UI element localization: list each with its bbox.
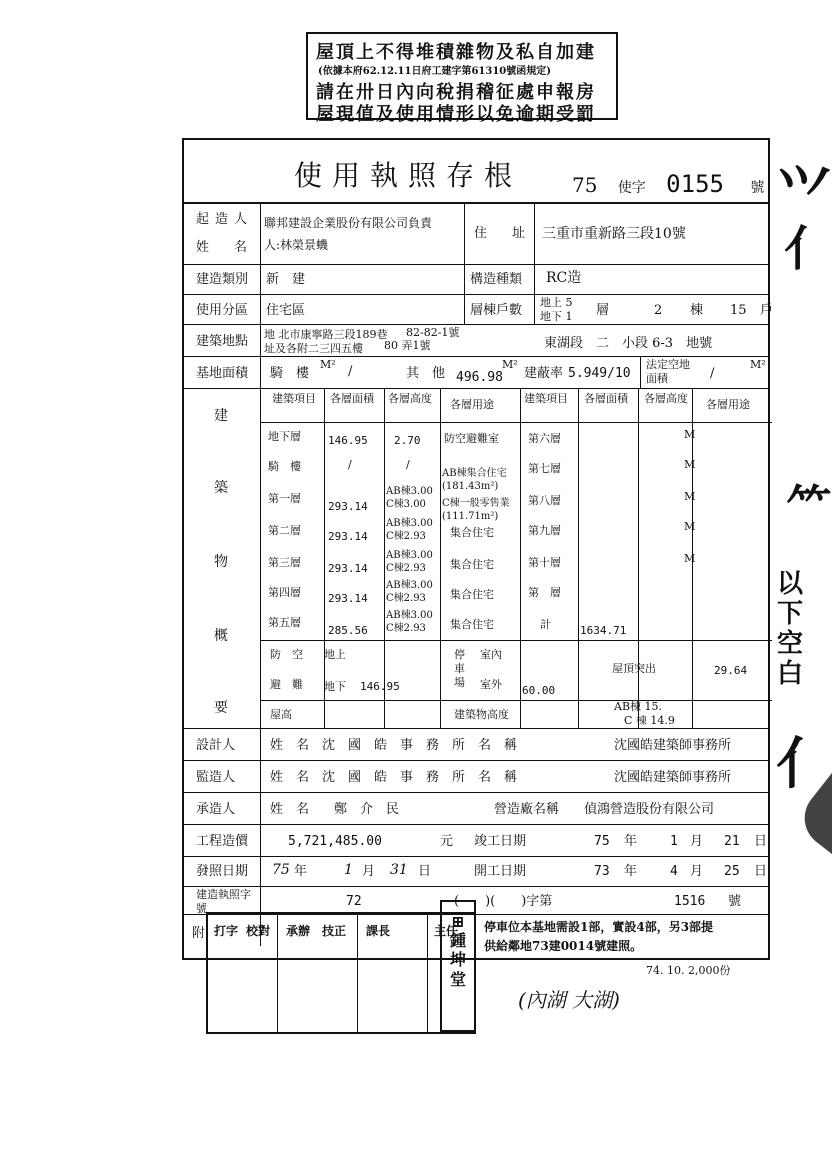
floors-above: 地上 5 — [540, 296, 573, 309]
address-value: 三重市重新路三段10號 — [542, 226, 686, 242]
builder-label-1: 起造人 — [196, 212, 254, 227]
permit-year: 75 — [572, 173, 598, 197]
building-height-label: 建築物高度 — [454, 708, 509, 721]
row-use-basement: 防空避難室 — [444, 432, 499, 445]
notice-line-2: (依據本府62.12.11日府工建字第61310號函規定) — [318, 66, 551, 77]
row-item-floor3: 第三層 — [268, 556, 301, 569]
row-height-basement: 2.70 — [394, 434, 421, 447]
row-item-basement: 地下層 — [268, 430, 301, 443]
roof-label: 屋頂突出 — [612, 662, 656, 675]
parking-note — [484, 918, 713, 956]
row-area-basement: 146.95 — [328, 434, 368, 447]
license-hao: 號 — [728, 894, 742, 909]
complete-month-unit: 月 — [690, 834, 704, 849]
start-month: 4 — [670, 864, 678, 879]
row-item-floor4: 第四層 — [268, 586, 301, 599]
permit-class: 使字 — [617, 180, 646, 196]
area-arcade: 騎 樓 — [270, 366, 310, 381]
roof-value: 29.64 — [714, 664, 748, 677]
notice-line-3: 請在卅日內向稅捐稽征處申報房 — [316, 82, 596, 103]
area-other-unit: M² — [502, 358, 518, 371]
start-day: 25 — [724, 864, 740, 879]
header-area-right: 各層面積 — [584, 392, 628, 405]
site-lot-2: 80 弄1號 — [384, 339, 431, 352]
license-year: 72 — [346, 894, 362, 909]
buildings-count: 2 — [654, 303, 663, 318]
row-item-floor8: 第八層 — [528, 494, 561, 507]
row-area-floor5: 285.56 — [328, 624, 368, 637]
overview-side-2: 築 — [214, 480, 228, 496]
parking-in: 室內 — [480, 648, 502, 661]
supervisor-firm: 沈國皓建築師事務所 — [614, 770, 732, 785]
designer-fields: 姓 名 沈 國 皓 事 務 所 名 稱 — [270, 738, 518, 753]
complete-day-unit: 日 — [754, 834, 768, 849]
area-other: 其 他 — [406, 366, 446, 381]
edge-mark-1: ⺍ — [776, 161, 832, 227]
builder-label-2: 姓 名 — [196, 240, 254, 255]
approval-print: 打字 — [214, 924, 239, 938]
builder-value-1: 聯邦建設企業股份有限公司負責 — [264, 216, 433, 230]
designer-label: 設計人 — [196, 738, 236, 753]
contractor-name-label: 姓 名 — [270, 802, 310, 817]
row-item-floor10: 第十層 — [528, 556, 561, 569]
shelter-above: 地上 — [324, 648, 346, 661]
overview-side-5: 要 — [214, 700, 228, 716]
complete-month: 1 — [670, 834, 678, 849]
floor-unit: 層 — [596, 303, 610, 318]
site-value-2: 址及各附二三四五樓 — [264, 342, 363, 355]
cost-value: 5,721,485.00 — [288, 834, 382, 849]
row-use-floor3: 集合住宅 — [450, 558, 494, 571]
row-use-floor5: 集合住宅 — [450, 618, 494, 631]
unit-m-r5: M — [684, 552, 696, 565]
print-info: 74. 10. 2,000份 — [646, 964, 731, 977]
notice-stamp — [306, 32, 618, 125]
row-item-floor9: 第九層 — [528, 524, 561, 537]
height-label: 屋高 — [270, 708, 292, 721]
start-year-unit: 年 — [624, 864, 638, 879]
site-land: 東湖段 二 小段 6-3 地號 — [544, 336, 713, 351]
shelter-label-1: 防 空 — [270, 648, 303, 661]
unit-m-r3: M — [684, 490, 696, 503]
site-value-1: 地 北市康寧路三段189巷 — [264, 328, 388, 341]
license-mid: ( )( )字第 — [454, 894, 553, 909]
parking-out-value: 60.00 — [522, 684, 556, 697]
approval-box — [206, 912, 476, 1034]
area-arcade-slash: / — [348, 364, 353, 379]
start-day-unit: 日 — [754, 864, 768, 879]
category-value: 新 建 — [266, 272, 306, 287]
shelter-label-2: 避 難 — [270, 678, 303, 691]
legal-open-label: 法定空地面積 — [646, 358, 690, 385]
notice-line-4: 屋現值及使用情形以免逾期受罰 — [316, 104, 596, 125]
supervisor-label: 監造人 — [196, 770, 236, 785]
row-item-arcade: 騎 樓 — [268, 460, 301, 473]
approval-engineer: 技正 — [322, 924, 347, 938]
permit-number: 0155 — [666, 170, 724, 198]
permit-hao: 號 — [750, 180, 765, 196]
permit-stub-form — [182, 138, 803, 960]
header-height-left: 各層高度 — [388, 392, 432, 405]
legal-open-unit: M² — [750, 358, 766, 371]
cost-unit: 元 — [440, 834, 454, 849]
area-label: 基地面積 — [196, 366, 249, 381]
issue-day-unit: 日 — [418, 864, 432, 879]
row-item-floor6: 第六層 — [528, 432, 561, 445]
row-total-area: 1634.71 — [580, 624, 627, 637]
designer-firm: 沈國皓建築師事務所 — [614, 738, 732, 753]
complete-year-unit: 年 — [624, 834, 638, 849]
overview-side-4: 概 — [214, 628, 228, 644]
approval-handler: 承辦 — [286, 924, 311, 938]
structure-value: RC造 — [546, 270, 582, 286]
complete-year: 75 — [594, 834, 610, 849]
floors-below: 地下 1 — [540, 310, 573, 323]
row-area-arcade: / — [348, 458, 352, 471]
unit-m-r4: M — [684, 520, 696, 533]
builder-value-2: 人:林榮景蟣 — [264, 238, 329, 252]
form-title: 使用執照存根 — [294, 159, 523, 192]
cost-label: 工程造價 — [196, 834, 249, 849]
supervisor-fields: 姓 名 沈 國 皓 事 務 所 名 稱 — [270, 770, 518, 785]
approval-director: 主任 — [434, 924, 459, 938]
issue-day: 31 — [390, 862, 408, 878]
row-item-floor1: 第一層 — [268, 492, 301, 505]
parking-out: 室外 — [480, 678, 502, 691]
approval-chief: 課長 — [366, 924, 391, 938]
blank-below-stamp: 以下空白 — [776, 569, 803, 689]
row-height-floor5: AB棟3.00 C棟2.93 — [386, 610, 433, 634]
license-no: 1516 — [674, 894, 706, 909]
notice-line-1: 屋頂上不得堆積雜物及私自加建 — [316, 42, 596, 63]
zone-label: 使用分區 — [196, 303, 249, 318]
row-use-floor4: 集合住宅 — [450, 588, 494, 601]
issue-year-unit: 年 — [294, 864, 308, 879]
household-unit: 戶 — [760, 303, 774, 318]
unit-m-r2: M — [684, 458, 696, 471]
edge-mark-2: 亻 — [783, 221, 832, 277]
row-height-floor4: AB棟3.00 C棟2.93 — [386, 580, 433, 604]
approval-check: 校對 — [246, 924, 271, 938]
edge-mark-4: 亻 — [776, 731, 832, 797]
issue-year: 75 — [272, 862, 290, 878]
row-height-floor3: AB棟3.00 C棟2.93 — [386, 550, 433, 574]
row-height-floor1: AB棟3.00 C棟3.00 — [386, 486, 433, 510]
row-area-floor1: 293.14 — [328, 500, 368, 513]
building-unit: 棟 — [690, 303, 704, 318]
start-year: 73 — [594, 864, 610, 879]
edge-mark-3: ⺮ — [786, 479, 832, 533]
area-arcade-unit: M² — [320, 358, 336, 371]
site-label: 建築地點 — [196, 334, 249, 349]
start-month-unit: 月 — [690, 864, 704, 879]
complete-day: 21 — [724, 834, 740, 849]
address-label: 住 址 — [474, 226, 532, 241]
header-use-right: 各層用途 — [706, 398, 750, 411]
row-area-floor4: 293.14 — [328, 592, 368, 605]
contractor-firm-label: 營造廠名稱 — [494, 802, 560, 817]
issue-month: 1 — [344, 862, 353, 878]
header-use-left: 各層用途 — [450, 398, 494, 411]
coverage-label: 建蔽率 — [524, 366, 564, 381]
site-lot-1: 82-82-1號 — [406, 326, 460, 339]
attach-label: 附 — [192, 926, 206, 941]
contractor-firm: 偵鴻營造股份有限公司 — [584, 802, 715, 817]
height-ab: AB棟 15. — [614, 700, 663, 713]
structure-label: 構造種類 — [470, 272, 523, 287]
floors-label: 層棟戶數 — [470, 303, 523, 318]
contractor-label: 承造人 — [196, 802, 236, 817]
header-height-right: 各層高度 — [644, 392, 688, 405]
row-height-arcade: / — [406, 458, 410, 471]
row-use-floor1: C棟一般零售業 (111.71m²) — [442, 498, 510, 522]
row-item-total: 計 — [540, 618, 551, 631]
contractor-name: 鄭 介 民 — [334, 802, 400, 817]
row-area-floor2: 293.14 — [328, 530, 368, 543]
complete-label: 竣工日期 — [474, 834, 527, 849]
coverage-value: 5.949/10 — [568, 366, 631, 381]
zone-value: 住宅區 — [266, 303, 306, 318]
header-item-left: 建築項目 — [272, 392, 316, 405]
permit-number-line — [572, 170, 778, 198]
license-label: 建造執照字號 — [196, 888, 251, 915]
height-c: C 棟 14.9 — [624, 714, 675, 727]
header-area-left: 各層面積 — [330, 392, 374, 405]
shelter-below: 地下 — [324, 680, 346, 693]
row-item-floor-blank: 第 層 — [528, 586, 561, 599]
row-use-floor2: 集合住宅 — [450, 526, 494, 539]
area-other-value: 496.98 — [456, 370, 503, 385]
legal-open-slash: / — [710, 366, 715, 381]
issue-month-unit: 月 — [362, 864, 376, 879]
row-height-floor2: AB棟3.00 C棟2.93 — [386, 518, 433, 542]
category-label: 建造類別 — [196, 272, 249, 287]
unit-m-r1: M — [684, 428, 696, 441]
start-label: 開工日期 — [474, 864, 527, 879]
row-item-floor2: 第二層 — [268, 524, 301, 537]
parking-label: 停車場 — [454, 648, 465, 689]
row-item-floor7: 第七層 — [528, 462, 561, 475]
red-seal-stamp: ⊞ 鍾 坤 堂 — [440, 900, 476, 1032]
issue-label: 發照日期 — [196, 864, 249, 879]
parking-note-line-2: 供給鄰地73建0014號建照。 — [484, 939, 643, 954]
shelter-below-value: 146.95 — [360, 680, 400, 693]
row-area-floor3: 293.14 — [328, 562, 368, 575]
overview-side-3: 物 — [214, 554, 228, 570]
row-item-floor5: 第五層 — [268, 616, 301, 629]
households-count: 15 — [730, 303, 747, 318]
header-item-right: 建築項目 — [524, 392, 568, 405]
row-use-arcade: AB棟集合住宅 (181.43m²) — [442, 468, 507, 492]
handwritten-note: (內湖 大湖) — [518, 988, 620, 1012]
parking-note-line-1: 停車位本基地需設1部，實設4部，另3部提 — [484, 920, 714, 934]
overview-side-1: 建 — [214, 408, 228, 424]
